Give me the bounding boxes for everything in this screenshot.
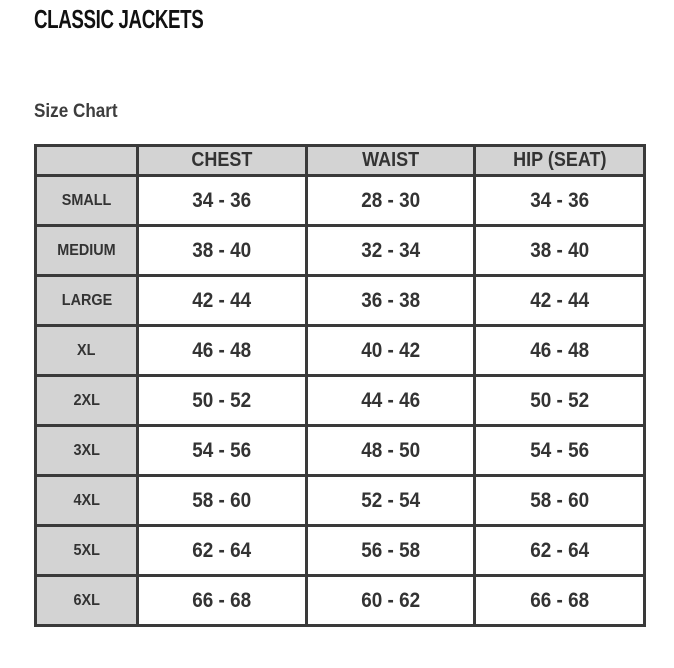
size-label-cell: XL bbox=[36, 326, 138, 376]
size-label-cell: SMALL bbox=[36, 176, 138, 226]
hip-cell: 58 - 60 bbox=[475, 476, 645, 526]
table-row bbox=[36, 376, 645, 426]
waist-cell: 52 - 54 bbox=[307, 476, 475, 526]
table-row bbox=[36, 226, 645, 276]
header-row bbox=[36, 146, 645, 176]
waist-cell: 28 - 30 bbox=[307, 176, 475, 226]
header-corner bbox=[36, 146, 138, 176]
chest-cell: 50 - 52 bbox=[138, 376, 307, 426]
waist-cell: 32 - 34 bbox=[307, 226, 475, 276]
size-label-cell: MEDIUM bbox=[36, 226, 138, 276]
waist-cell: 60 - 62 bbox=[307, 576, 475, 626]
size-label-cell: 2XL bbox=[36, 376, 138, 426]
chest-cell: 54 - 56 bbox=[138, 426, 307, 476]
table-row bbox=[36, 326, 645, 376]
size-label-cell: 4XL bbox=[36, 476, 138, 526]
table-row bbox=[36, 526, 645, 576]
header-chest: CHEST bbox=[138, 146, 307, 176]
hip-cell: 54 - 56 bbox=[475, 426, 645, 476]
size-label-cell: 3XL bbox=[36, 426, 138, 476]
waist-cell: 48 - 50 bbox=[307, 426, 475, 476]
table-header bbox=[36, 146, 645, 176]
hip-cell: 42 - 44 bbox=[475, 276, 645, 326]
hip-cell: 50 - 52 bbox=[475, 376, 645, 426]
table-row bbox=[36, 176, 645, 226]
chest-cell: 34 - 36 bbox=[138, 176, 307, 226]
size-chart-heading: Size Chart bbox=[34, 101, 118, 122]
table-row bbox=[36, 426, 645, 476]
size-label-cell: 6XL bbox=[36, 576, 138, 626]
hip-cell: 38 - 40 bbox=[475, 226, 645, 276]
waist-cell: 40 - 42 bbox=[307, 326, 475, 376]
waist-cell: 44 - 46 bbox=[307, 376, 475, 426]
size-label-cell: LARGE bbox=[36, 276, 138, 326]
hip-cell: 66 - 68 bbox=[475, 576, 645, 626]
hip-cell: 46 - 48 bbox=[475, 326, 645, 376]
page-title: CLASSIC JACKETS bbox=[34, 4, 204, 34]
hip-cell: 34 - 36 bbox=[475, 176, 645, 226]
waist-cell: 56 - 58 bbox=[307, 526, 475, 576]
header-hip: HIP (SEAT) bbox=[475, 146, 645, 176]
chest-cell: 38 - 40 bbox=[138, 226, 307, 276]
table-row bbox=[36, 276, 645, 326]
chest-cell: 66 - 68 bbox=[138, 576, 307, 626]
hip-cell: 62 - 64 bbox=[475, 526, 645, 576]
table-body bbox=[36, 176, 645, 626]
chest-cell: 46 - 48 bbox=[138, 326, 307, 376]
table-row bbox=[36, 576, 645, 626]
header-waist: WAIST bbox=[307, 146, 475, 176]
chest-cell: 62 - 64 bbox=[138, 526, 307, 576]
waist-cell: 36 - 38 bbox=[307, 276, 475, 326]
size-label-cell: 5XL bbox=[36, 526, 138, 576]
table-row bbox=[36, 476, 645, 526]
chest-cell: 58 - 60 bbox=[138, 476, 307, 526]
chest-cell: 42 - 44 bbox=[138, 276, 307, 326]
size-chart-table bbox=[34, 144, 646, 627]
